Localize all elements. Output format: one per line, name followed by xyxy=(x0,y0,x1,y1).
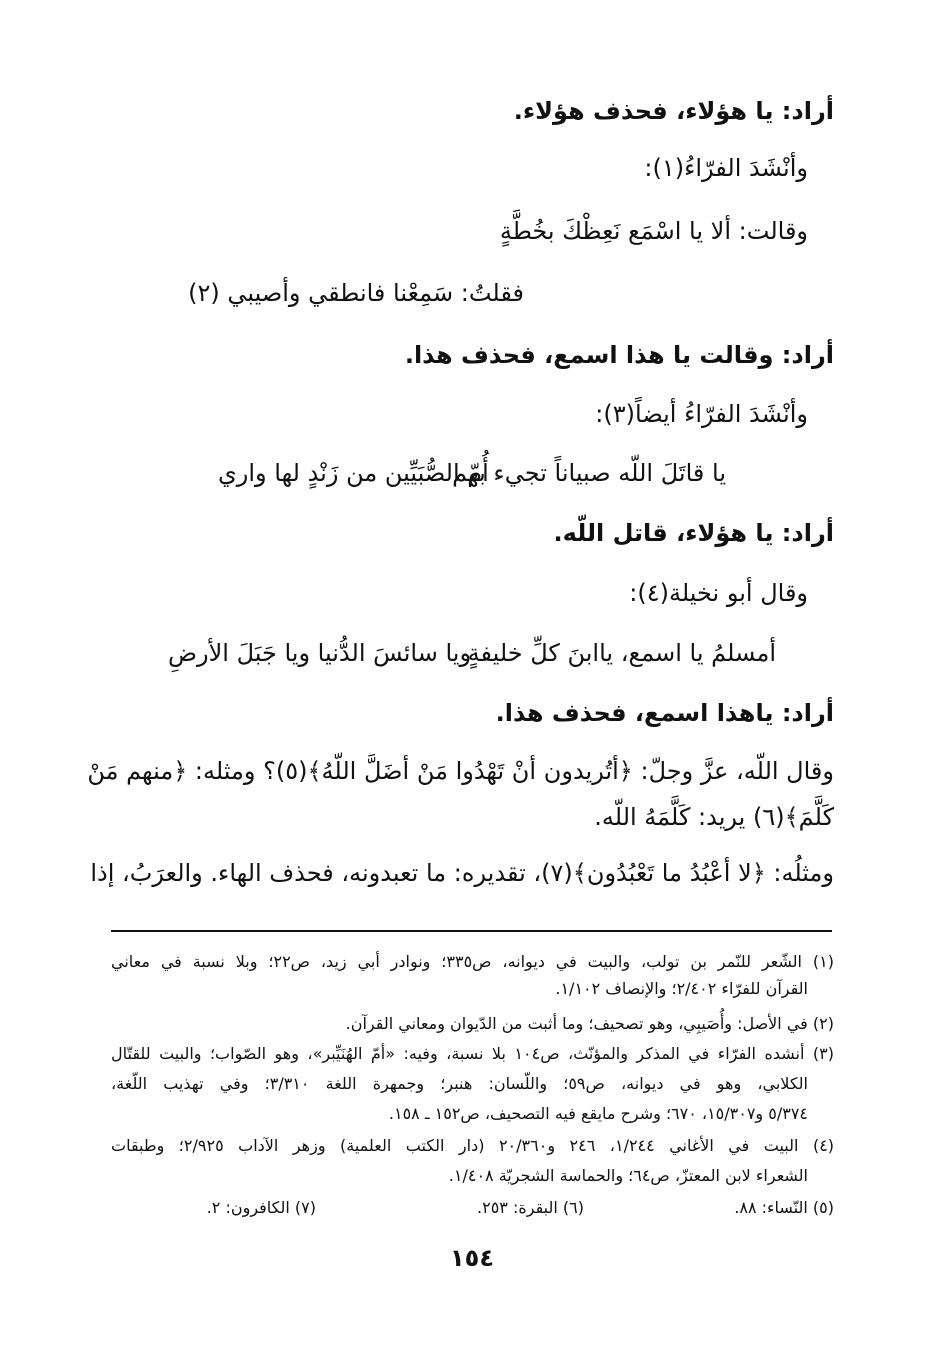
footnote-line: القرآن للفرّاء ٢/٤٠٢؛ والإنصاف ١/١٠٢. xyxy=(555,979,808,998)
body-line: وقال أبو نخيلة(٤): xyxy=(629,579,808,607)
footnote-line: (١) الشّعر للنّمر بن تولب، والبيت في ديوانه، ص٣٣٥؛ ونوادر أبي زيد، ص٢٢؛ وبلا نسبة في معاني xyxy=(111,952,834,971)
verse-second-half: ويا سائسَ الدُّنيا ويا جَبَلَ الأرضِ xyxy=(168,639,472,667)
body-line: أراد: ياهذا اسمع، فحذف هذا. xyxy=(495,699,834,727)
footnote-line: (٢) في الأصل: وأُصَيبِي، وهو تصحيف؛ وما أثبت من الدّيوان ومعاني القرآن. xyxy=(345,1014,834,1033)
footnote-line: (٦) البقرة: ٢٥٣. xyxy=(477,1198,584,1217)
footnote-line: (٧) الكافرون: ٢. xyxy=(206,1198,316,1217)
verse-first-half: أمسلمُ يا اسمع، ياابنَ كلِّ خليفةٍ xyxy=(467,639,776,667)
body-line: وأنْشَدَ الفرّاءُ(١): xyxy=(644,154,808,182)
verse-second-half: أُمّ الصُّبَيِّين من زَنْدٍ لها واري xyxy=(218,459,489,487)
footnote-line: (٣) أنشده الفرّاء في المذكر والمؤنّث، ص١٠٤ بلا نسبة، وفيه: «أمّ الهُنَيِّبر»، وهو الصّواب؛ والبيت للقتّال xyxy=(111,1044,834,1063)
footnote-line: الكلابي، وهو في ديوانه، ص٥٩؛ واللّسان: هنبر؛ وجمهرة اللغة ٣/٣١٠؛ وفي تهذيب اللّغة، xyxy=(111,1074,809,1093)
footnote-line: (٥) النّساء: ٨٨. xyxy=(734,1198,834,1217)
body-line: ومثلُه: ﴿لا أعْبُدُ ما تَعْبُدُون﴾(٧)، تقديره: ما تعبدونه، فحذف الهاء. والعرَبُ، إذا xyxy=(90,859,834,887)
verse-line: فقلتُ: سَمِعْنا فانطقي وأصيبي (٢) xyxy=(188,279,524,307)
footnote-line: الشعراء لابن المعتزّ، ص٦٤؛ والحماسة الشجريّة ١/٤٠٨. xyxy=(448,1166,808,1185)
body-line: أراد: يا هؤلاء، فحذف هؤلاء. xyxy=(513,97,834,125)
footnote-divider xyxy=(111,930,832,932)
body-line: وأنْشَدَ الفرّاءُ أيضاً(٣): xyxy=(595,400,808,428)
body-line: وقال اللّه، عزَّ وجلّ: ﴿أتُريدون أنْ تَهْدُوا مَنْ أضَلَّ اللّهُ﴾(٥)؟ ومثله: ﴿منهم مَنْ xyxy=(87,757,834,785)
footnote-line: (٤) البيت في الأغاني ١/٢٤٤، ٢٤٦ و٢٠/٣٦٠ (دار الكتب العلمية) وزهر الآداب ٢/٩٢٥؛ وطبقات xyxy=(111,1136,835,1155)
body-line: أراد: يا هؤلاء، قاتل اللّه. xyxy=(553,519,834,547)
verse-line: وقالت: ألا يا اسْمَع نَعِظْكَ بخُطَّةٍ xyxy=(499,217,808,245)
body-line: كَلَّمَ﴾(٦) يريد: كَلَّمَهُ اللّه. xyxy=(594,803,834,831)
body-line: أراد: وقالت يا هذا اسمع، فحذف هذا. xyxy=(404,341,834,369)
verse-first-half: يا قاتَلَ اللّه صبياناً تجيء بهم xyxy=(452,459,726,487)
footnote-line: ٥/٣٧٤ و١٥/٣٠٧، ٦٧٠؛ وشرح مايقع فيه التصحيف، ص١٥٢ ـ ١٥٨. xyxy=(388,1104,808,1123)
page-number: ١٥٤ xyxy=(450,1244,494,1272)
